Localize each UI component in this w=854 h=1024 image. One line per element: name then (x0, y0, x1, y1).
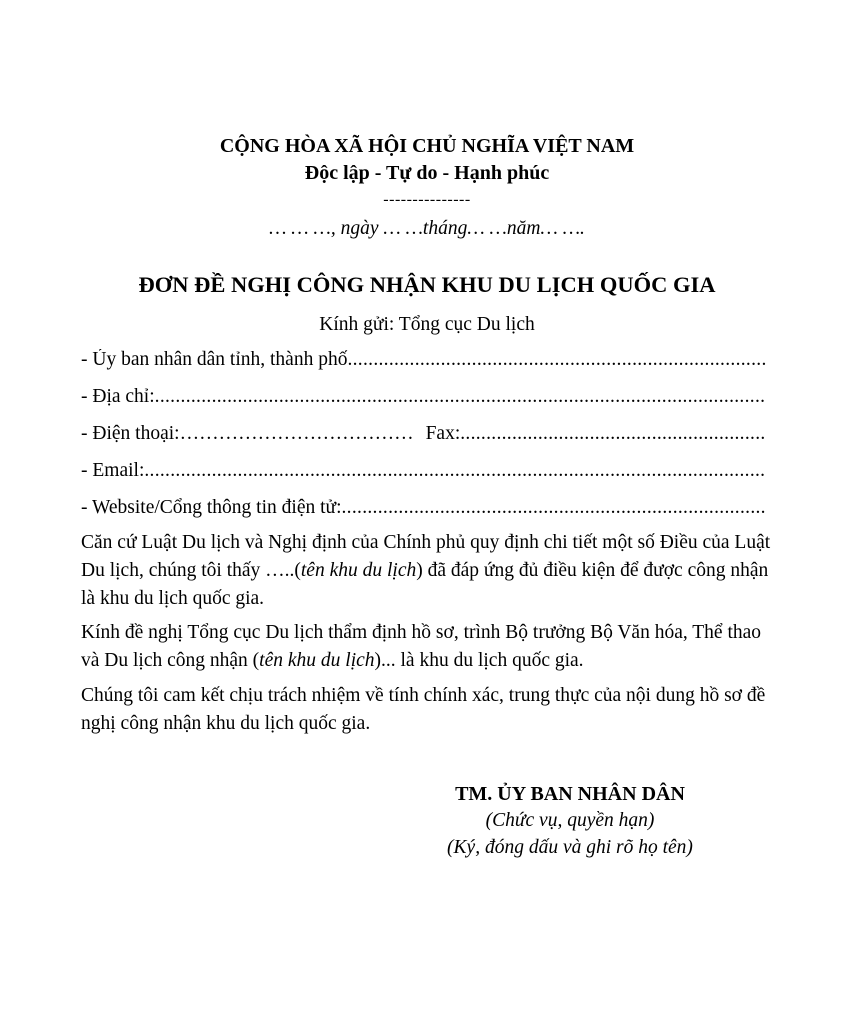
field-fax-label: Fax: (425, 423, 461, 444)
body-paragraph-commitment: Chúng tôi cam kết chịu trách nhiệm về tính chính xác, trung thực của nội dung hồ sơ đề nghị công nhận khu du lịch quốc gia. (81, 685, 766, 734)
field-address (81, 386, 766, 412)
para2-text-start: Kính đề nghị Tổng cục Du lịch thẩm định hồ sơ, trình Bộ trưởng Bộ Văn hóa, Thể thao và Du lịch công nhận ( (81, 622, 762, 671)
field-website (81, 497, 766, 523)
field-email-label: - Email: (81, 460, 145, 481)
para1-placeholder: tên khu du lịch (300, 560, 417, 581)
field-committee (81, 349, 766, 375)
date-line: … … …, ngày … …tháng… …năm… …. (269, 218, 585, 239)
signature-note: (Ký, đóng dấu và ghi rõ họ tên) (447, 837, 693, 858)
field-committee-label: - Ủy ban nhân dân tỉnh, thành phố (81, 349, 348, 370)
recipient-line: Kính gửi: Tổng cục Du lịch (319, 314, 535, 335)
field-phone (81, 423, 766, 449)
header-separator: --------------- (383, 191, 471, 208)
field-committee-blank[interactable] (347, 349, 766, 371)
para2-placeholder: tên khu du lịch (259, 650, 375, 671)
field-website-label: - Website/Cổng thông tin điện tử: (81, 497, 342, 518)
field-website-blank[interactable] (342, 497, 767, 519)
field-address-label: - Địa chỉ: (81, 386, 155, 407)
field-address-blank[interactable] (155, 386, 766, 408)
para1-text-start: Căn cứ Luật Du lịch và Nghị định của Chính phủ quy định chi tiết một số Điều của Luật Du lịch, chúng tôi thấy …..( (81, 532, 771, 581)
para2-text-end: )... là khu du lịch quốc gia. (374, 650, 584, 671)
field-phone-blank[interactable] (180, 423, 412, 445)
document-title: ĐƠN ĐỀ NGHỊ CÔNG NHẬN KHU DU LỊCH QUỐC GIA (138, 272, 716, 297)
body-paragraph-legal-basis (81, 529, 771, 613)
field-fax-blank[interactable] (460, 423, 766, 445)
signature-role: (Chức vụ, quyền hạn) (485, 810, 655, 831)
field-email (81, 460, 766, 486)
field-email-blank[interactable] (144, 460, 766, 482)
para1-text-end: ) đã đáp ứng đủ điều kiện để được công nhận là khu du lịch quốc gia. (81, 560, 769, 609)
field-phone-label: - Điện thoại: (81, 423, 180, 444)
signature-title: TM. ỦY BAN NHÂN DÂN (455, 783, 685, 805)
national-motto: Độc lập - Tự do - Hạnh phúc (304, 162, 550, 184)
body-paragraph-request (81, 619, 771, 675)
national-title: CỘNG HÒA XÃ HỘI CHỦ NGHĨA VIỆT NAM (219, 135, 635, 157)
